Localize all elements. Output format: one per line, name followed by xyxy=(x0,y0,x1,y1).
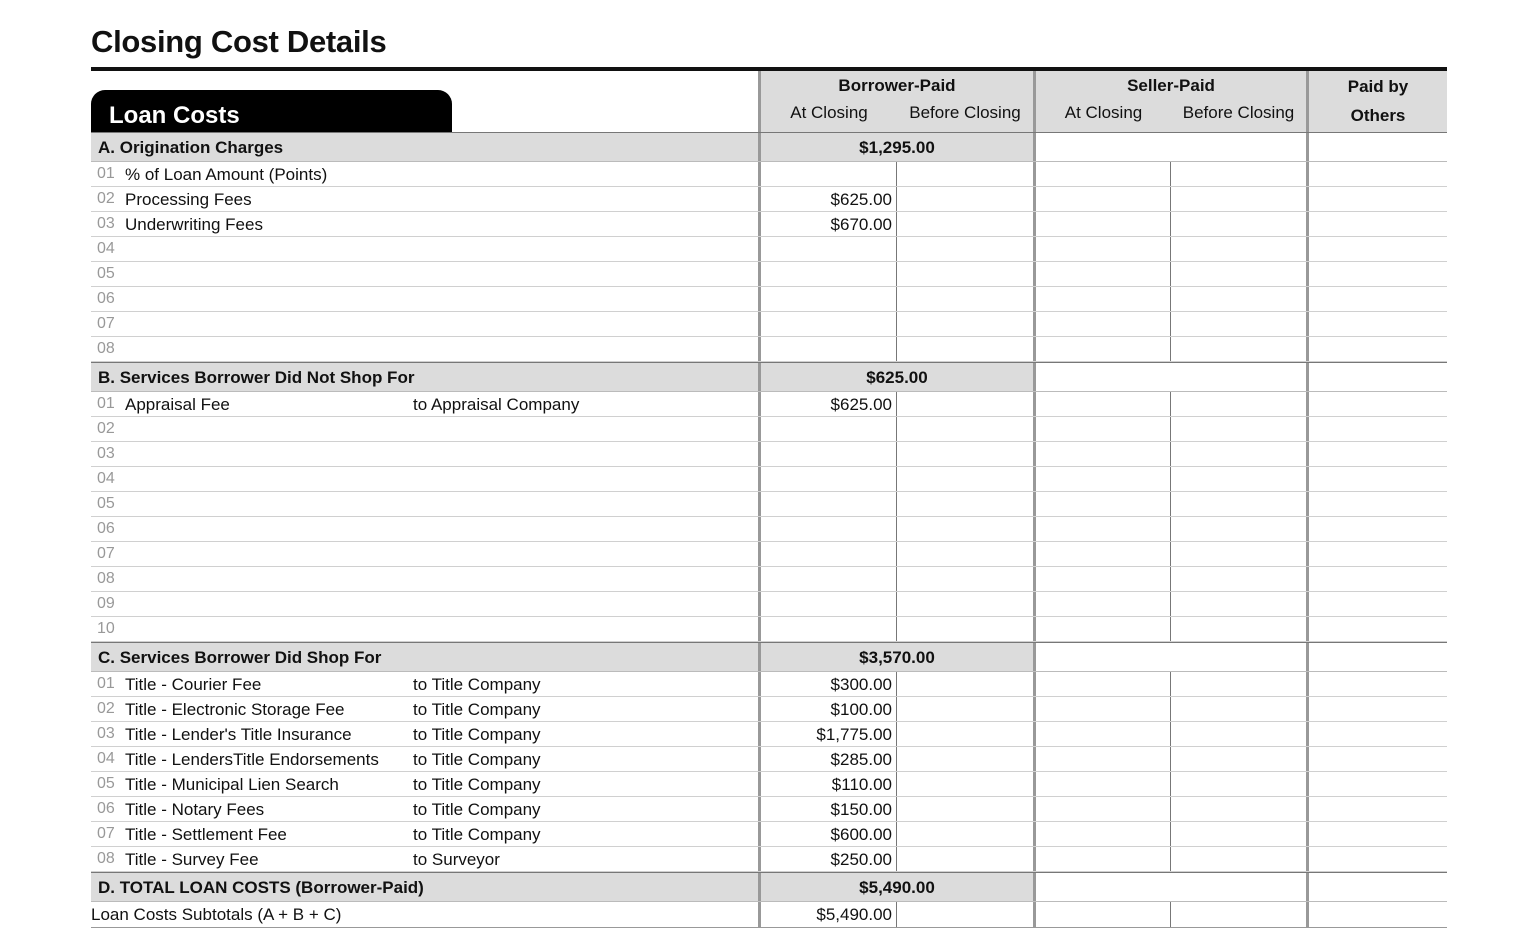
line-description: Title - Survey Fee xyxy=(125,850,259,869)
column-divider xyxy=(1306,567,1309,591)
column-divider xyxy=(1033,162,1036,186)
column-divider xyxy=(1170,517,1171,541)
table-header xyxy=(91,71,1447,132)
line-description: Title - Courier Fee xyxy=(125,675,262,694)
column-divider xyxy=(896,212,897,236)
column-divider xyxy=(1306,71,1309,132)
paid-by-label: Paid by xyxy=(1347,77,1409,96)
column-divider xyxy=(1306,467,1309,491)
column-divider xyxy=(758,643,761,671)
column-divider xyxy=(1033,542,1036,566)
column-divider xyxy=(758,747,761,771)
column-divider xyxy=(1033,722,1036,746)
line-payee: to Title Company xyxy=(413,750,541,769)
column-divider xyxy=(896,492,897,516)
column-divider xyxy=(1170,417,1171,441)
column-divider xyxy=(758,822,761,846)
borrower-at-closing-label: At Closing xyxy=(790,103,868,122)
column-divider xyxy=(1306,542,1309,566)
column-divider xyxy=(1033,312,1036,336)
column-divider xyxy=(758,847,761,871)
line-amount: $100.00 xyxy=(830,700,892,719)
column-divider xyxy=(1170,617,1171,641)
line-item-row xyxy=(91,822,1447,847)
column-divider xyxy=(1170,797,1171,821)
line-item-row xyxy=(91,542,1447,567)
column-divider xyxy=(1306,517,1309,541)
line-amount: $250.00 xyxy=(830,850,892,869)
column-divider xyxy=(758,617,761,641)
column-divider xyxy=(1170,287,1171,311)
column-divider xyxy=(1170,542,1171,566)
column-divider xyxy=(1033,363,1036,391)
section-header-row xyxy=(91,362,1447,392)
column-divider xyxy=(1306,797,1309,821)
column-divider xyxy=(1170,467,1171,491)
column-divider xyxy=(896,772,897,796)
line-number: 02 xyxy=(97,700,115,717)
line-payee: to Appraisal Company xyxy=(413,395,580,414)
line-amount: $670.00 xyxy=(830,215,892,234)
line-item-row xyxy=(91,212,1447,237)
line-item-row xyxy=(91,722,1447,747)
column-divider xyxy=(1306,722,1309,746)
line-number: 03 xyxy=(97,445,115,462)
column-divider xyxy=(1306,417,1309,441)
column-divider xyxy=(1170,262,1171,286)
column-divider xyxy=(758,212,761,236)
column-divider xyxy=(758,133,761,161)
column-divider xyxy=(1306,392,1309,416)
column-divider xyxy=(1033,873,1036,901)
column-divider xyxy=(1033,467,1036,491)
line-amount: $600.00 xyxy=(830,825,892,844)
column-divider xyxy=(758,517,761,541)
column-divider xyxy=(758,287,761,311)
column-divider xyxy=(1306,847,1309,871)
column-divider xyxy=(896,697,897,721)
column-divider xyxy=(1033,417,1036,441)
column-divider xyxy=(1306,772,1309,796)
page-title: Closing Cost Details xyxy=(91,24,387,59)
column-divider xyxy=(1306,697,1309,721)
subtotal-row xyxy=(91,902,1447,928)
column-divider xyxy=(1033,517,1036,541)
column-divider xyxy=(1306,747,1309,771)
column-divider xyxy=(1306,237,1309,261)
column-divider xyxy=(1306,672,1309,696)
column-divider xyxy=(1033,187,1036,211)
column-divider xyxy=(1033,567,1036,591)
line-item-row xyxy=(91,617,1447,642)
line-item-row xyxy=(91,797,1447,822)
section-total: $1,295.00 xyxy=(859,138,935,157)
line-payee: to Title Company xyxy=(413,775,541,794)
column-divider xyxy=(1033,212,1036,236)
column-divider xyxy=(758,873,761,901)
section-header-row xyxy=(91,642,1447,672)
line-number: 06 xyxy=(97,800,115,817)
section-blank-area xyxy=(1036,873,1447,901)
line-number: 06 xyxy=(97,520,115,537)
line-number: 05 xyxy=(97,495,115,512)
loan-costs-tab xyxy=(91,90,452,132)
line-item-row xyxy=(91,567,1447,592)
line-amount: $300.00 xyxy=(830,675,892,694)
subtotal-amount: $5,490.00 xyxy=(816,905,892,924)
column-divider xyxy=(1170,772,1171,796)
others-label: Others xyxy=(1350,106,1406,125)
column-divider xyxy=(1033,287,1036,311)
column-divider xyxy=(1170,312,1171,336)
column-divider xyxy=(758,797,761,821)
line-number: 01 xyxy=(97,395,115,412)
column-divider xyxy=(896,392,897,416)
seller-paid-label: Seller-Paid xyxy=(1127,76,1215,95)
line-amount: $150.00 xyxy=(830,800,892,819)
loan-costs-tab-label: Loan Costs xyxy=(109,102,240,129)
column-divider xyxy=(896,312,897,336)
column-divider xyxy=(758,237,761,261)
column-divider xyxy=(1170,237,1171,261)
section-total: $625.00 xyxy=(866,368,928,387)
column-divider xyxy=(1306,133,1309,161)
line-item-row xyxy=(91,697,1447,722)
line-payee: to Title Company xyxy=(413,675,541,694)
column-divider xyxy=(1033,772,1036,796)
line-item-row xyxy=(91,772,1447,797)
column-divider xyxy=(896,822,897,846)
line-number: 05 xyxy=(97,775,115,792)
column-divider xyxy=(1306,262,1309,286)
section-header-row xyxy=(91,132,1447,162)
column-divider xyxy=(1033,492,1036,516)
column-divider xyxy=(758,363,761,391)
line-number: 06 xyxy=(97,290,115,307)
column-divider xyxy=(1306,617,1309,641)
column-divider xyxy=(1306,337,1309,361)
line-description: Underwriting Fees xyxy=(125,215,263,234)
column-divider xyxy=(1033,902,1036,927)
line-number: 04 xyxy=(97,750,115,767)
line-amount: $1,775.00 xyxy=(816,725,892,744)
column-divider xyxy=(1170,747,1171,771)
line-item-row xyxy=(91,312,1447,337)
line-item-row xyxy=(91,392,1447,417)
column-divider xyxy=(1306,442,1309,466)
column-divider xyxy=(1170,697,1171,721)
column-divider xyxy=(758,492,761,516)
line-number: 01 xyxy=(97,675,115,692)
line-item-row xyxy=(91,592,1447,617)
column-divider xyxy=(896,287,897,311)
column-divider xyxy=(758,722,761,746)
column-divider xyxy=(1170,722,1171,746)
line-amount: $285.00 xyxy=(830,750,892,769)
column-divider xyxy=(758,542,761,566)
column-divider xyxy=(758,417,761,441)
column-divider xyxy=(1033,592,1036,616)
column-divider xyxy=(1033,133,1036,161)
line-number: 08 xyxy=(97,570,115,587)
column-divider xyxy=(1306,187,1309,211)
column-divider xyxy=(896,517,897,541)
line-amount: $110.00 xyxy=(831,775,892,794)
line-payee: to Title Company xyxy=(413,825,541,844)
subtotal-label: Loan Costs Subtotals (A + B + C) xyxy=(91,905,342,924)
column-divider xyxy=(1033,847,1036,871)
line-number: 03 xyxy=(97,215,115,232)
column-divider xyxy=(1170,492,1171,516)
column-divider xyxy=(1033,71,1036,132)
line-number: 05 xyxy=(97,265,115,282)
line-number: 04 xyxy=(97,240,115,257)
line-item-row xyxy=(91,747,1447,772)
line-description: Title - Settlement Fee xyxy=(125,825,287,844)
column-divider xyxy=(1033,643,1036,671)
column-divider xyxy=(758,187,761,211)
column-divider xyxy=(896,237,897,261)
line-item-row xyxy=(91,417,1447,442)
column-divider xyxy=(896,747,897,771)
line-description: Processing Fees xyxy=(125,190,252,209)
line-number: 08 xyxy=(97,340,115,357)
column-divider xyxy=(758,467,761,491)
column-divider xyxy=(896,797,897,821)
column-divider xyxy=(758,71,761,132)
column-divider xyxy=(758,567,761,591)
column-divider xyxy=(1170,392,1171,416)
line-description: % of Loan Amount (Points) xyxy=(125,165,328,184)
section-blank-area xyxy=(1036,643,1447,671)
section-blank-area xyxy=(1036,133,1447,161)
column-divider xyxy=(1033,442,1036,466)
line-number: 07 xyxy=(97,825,115,842)
column-divider xyxy=(896,337,897,361)
column-divider xyxy=(1170,337,1171,361)
column-divider xyxy=(1170,902,1171,927)
column-divider xyxy=(896,592,897,616)
line-payee: to Surveyor xyxy=(413,850,500,869)
line-description: Title - Lender's Title Insurance xyxy=(125,725,352,744)
column-divider xyxy=(1306,592,1309,616)
paid-by-others-header xyxy=(1309,71,1447,132)
section-label: C. Services Borrower Did Shop For xyxy=(98,648,382,667)
line-description: Title - Electronic Storage Fee xyxy=(125,700,345,719)
line-number: 07 xyxy=(97,315,115,332)
column-divider xyxy=(758,312,761,336)
column-divider xyxy=(1306,822,1309,846)
line-item-row xyxy=(91,672,1447,697)
line-description: Title - LendersTitle Endorsements xyxy=(125,750,379,769)
borrower-before-closing-label: Before Closing xyxy=(909,103,1021,122)
column-divider xyxy=(1170,187,1171,211)
line-number: 01 xyxy=(97,165,115,182)
column-divider xyxy=(1306,312,1309,336)
section-total: $5,490.00 xyxy=(859,878,935,897)
column-divider xyxy=(896,617,897,641)
line-number: 09 xyxy=(97,595,115,612)
line-item-row xyxy=(91,847,1447,872)
section-label: D. TOTAL LOAN COSTS (Borrower-Paid) xyxy=(98,878,424,897)
line-payee: to Title Company xyxy=(413,800,541,819)
column-divider xyxy=(1170,567,1171,591)
column-divider xyxy=(1170,822,1171,846)
column-divider xyxy=(758,337,761,361)
line-number: 10 xyxy=(97,620,115,637)
section-header-row xyxy=(91,872,1447,902)
line-item-row xyxy=(91,442,1447,467)
line-number: 08 xyxy=(97,850,115,867)
column-divider xyxy=(1306,643,1309,671)
line-item-row xyxy=(91,237,1447,262)
line-item-row xyxy=(91,187,1447,212)
column-divider xyxy=(758,262,761,286)
column-divider xyxy=(758,697,761,721)
column-divider xyxy=(896,902,897,927)
column-divider xyxy=(896,847,897,871)
column-divider xyxy=(896,672,897,696)
column-divider xyxy=(1170,847,1171,871)
column-divider xyxy=(1170,162,1171,186)
borrower-paid-label: Borrower-Paid xyxy=(838,76,956,95)
column-divider xyxy=(758,162,761,186)
section-blank-area xyxy=(1036,363,1447,391)
column-divider xyxy=(1306,162,1309,186)
line-item-row xyxy=(91,467,1447,492)
line-item-row xyxy=(91,337,1447,362)
column-divider xyxy=(758,592,761,616)
line-amount: $625.00 xyxy=(830,190,892,209)
column-divider xyxy=(896,567,897,591)
column-divider xyxy=(896,442,897,466)
line-number: 02 xyxy=(97,420,115,437)
line-number: 04 xyxy=(97,470,115,487)
loan-costs-table xyxy=(91,132,1447,928)
column-divider xyxy=(1306,492,1309,516)
column-divider xyxy=(758,772,761,796)
column-divider xyxy=(896,262,897,286)
column-divider xyxy=(1033,262,1036,286)
line-item-row xyxy=(91,517,1447,542)
column-divider xyxy=(758,392,761,416)
column-divider xyxy=(896,417,897,441)
column-divider xyxy=(896,187,897,211)
column-divider xyxy=(758,902,761,927)
column-divider xyxy=(758,442,761,466)
column-divider xyxy=(1033,237,1036,261)
column-divider xyxy=(1033,337,1036,361)
line-description: Appraisal Fee xyxy=(125,395,230,414)
column-divider xyxy=(1033,617,1036,641)
borrower-paid-header xyxy=(761,71,1033,132)
line-item-row xyxy=(91,162,1447,187)
section-label: B. Services Borrower Did Not Shop For xyxy=(98,368,415,387)
line-description: Title - Municipal Lien Search xyxy=(125,775,339,794)
column-divider xyxy=(1033,747,1036,771)
column-divider xyxy=(896,162,897,186)
line-amount: $625.00 xyxy=(830,395,892,414)
column-divider xyxy=(896,542,897,566)
column-divider xyxy=(1033,797,1036,821)
column-divider xyxy=(1170,592,1171,616)
line-item-row xyxy=(91,287,1447,312)
line-number: 03 xyxy=(97,725,115,742)
line-item-row xyxy=(91,492,1447,517)
section-label: A. Origination Charges xyxy=(98,138,284,157)
column-divider xyxy=(1033,672,1036,696)
seller-paid-header xyxy=(1036,71,1306,132)
column-divider xyxy=(1170,212,1171,236)
column-divider xyxy=(1033,697,1036,721)
column-divider xyxy=(758,672,761,696)
column-divider xyxy=(896,722,897,746)
column-divider xyxy=(896,467,897,491)
column-divider xyxy=(1306,873,1309,901)
column-divider xyxy=(1033,822,1036,846)
column-divider xyxy=(1033,392,1036,416)
seller-before-closing-label: Before Closing xyxy=(1182,103,1295,122)
column-divider xyxy=(1306,363,1309,391)
line-payee: to Title Company xyxy=(413,725,541,744)
section-total: $3,570.00 xyxy=(859,648,935,667)
column-divider xyxy=(1306,212,1309,236)
column-divider xyxy=(1170,442,1171,466)
line-item-row xyxy=(91,262,1447,287)
line-description: Title - Notary Fees xyxy=(125,800,265,819)
column-divider xyxy=(1306,287,1309,311)
seller-at-closing-label: At Closing xyxy=(1064,103,1143,122)
line-payee: to Title Company xyxy=(413,700,541,719)
line-number: 02 xyxy=(97,190,115,207)
line-number: 07 xyxy=(97,545,115,562)
column-divider xyxy=(1306,902,1309,927)
column-divider xyxy=(1170,672,1171,696)
